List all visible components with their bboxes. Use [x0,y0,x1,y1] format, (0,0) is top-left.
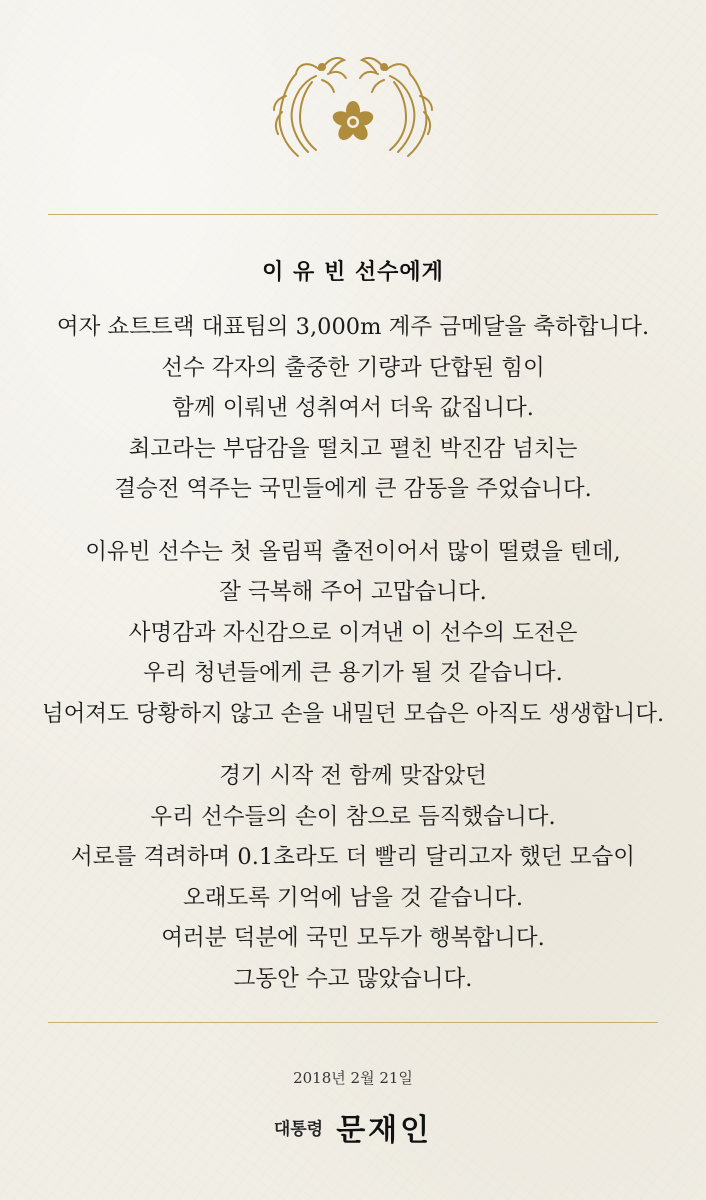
body-line: 여자 쇼트트랙 대표팀의 3,000m 계주 금메달을 축하합니다. [56,314,650,340]
body-line: 서로를 격려하며 0.1초라도 더 빨리 달리고자 했던 모습이 [70,844,636,870]
body-line: 오래도록 기억에 남을 것 같습니다. [182,884,524,911]
body-line: 잘 극복해 주어 고맙습니다. [219,579,487,605]
paragraph-3 [0,756,706,999]
body-line: 사명감과 자신감으로 이겨낸 이 선수의 도전은 [128,619,578,646]
body-line: 함께 이뤄낸 성취여서 더욱 값집니다. [172,395,534,421]
paragraph-1 [0,307,706,510]
signature-block [0,1105,706,1149]
salutation-heading: 이 유 빈 선수에게 [262,260,444,285]
body-line: 넘어져도 당황하지 않고 손을 내밀던 모습은 아직도 생생합니다. [41,700,665,727]
body-line: 최고라는 부담감을 떨치고 펼친 박진감 넘치는 [128,435,578,462]
body-line: 여러분 덕분에 국민 모두가 행복합니다. [161,925,545,951]
body-line: 우리 선수들의 손이 참으로 듬직했습니다. [150,803,556,830]
signature-name: 문재인 [336,1113,433,1148]
signature-title: 대통령 [273,1119,324,1140]
paragraph-2 [0,532,706,735]
body-line: 이유빈 선수는 첫 올림픽 출전이어서 많이 떨렸을 텐데, [85,538,621,565]
body-line: 그동안 수고 많았습니다. [233,965,473,992]
body-line: 결승전 역주는 국민들에게 큰 감동을 주었습니다. [114,476,592,502]
body-line: 경기 시작 전 함께 맞잡았던 [219,763,487,789]
body-line: 우리 청년들에게 큰 용기가 될 것 같습니다. [143,660,563,686]
top-divider [48,214,658,215]
body-line: 선수 각자의 출중한 기량과 단합된 힘이 [161,354,545,381]
letter-date: 2018년 2월 21일 [293,1069,413,1087]
phoenix-mugunghwa-emblem-icon [268,52,438,164]
letter-body [0,307,706,1021]
bottom-divider [48,1022,658,1023]
